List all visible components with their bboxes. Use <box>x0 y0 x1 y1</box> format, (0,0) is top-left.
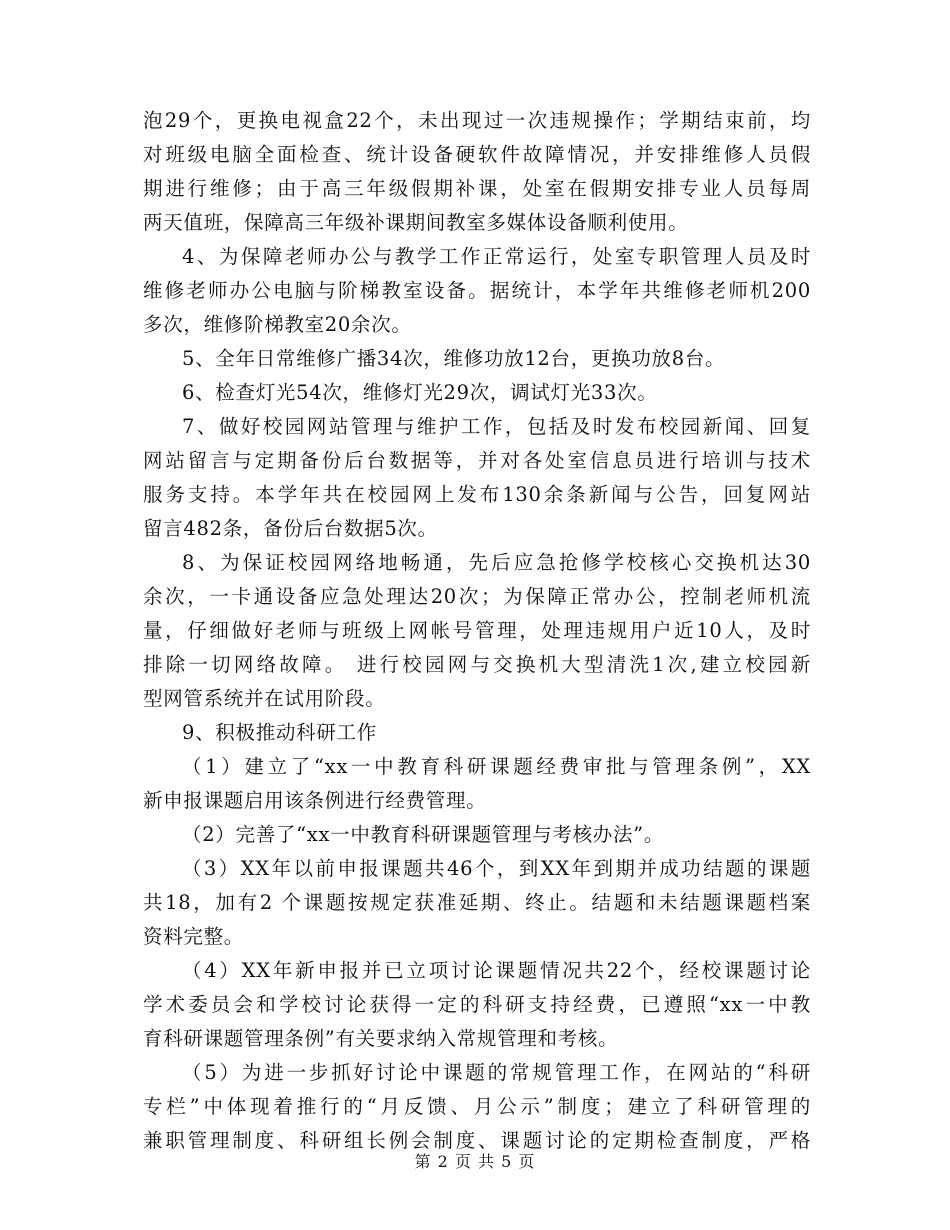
text-line: 维修老师办公电脑与阶梯教室设备。据统计，本学年共维修老师机200 <box>143 279 811 302</box>
text-line: 专栏”中体现着推行的“月反馈、月公示”制度；建立了科研管理的 <box>143 1095 811 1118</box>
text-line: 排除一切网络故障。 进行校园网与交换机大型清洗1次,建立校园新 <box>143 653 811 676</box>
text-line: 6、检查灯光54次，维修灯光29次，调试灯光33次。 <box>182 381 658 404</box>
text-line: 两天值班，保障高三年级补课期间教室多媒体设备顺利使用。 <box>143 211 689 234</box>
text-line: （4）XX年新申报并已立项讨论课题情况共22个，经校课题讨论 <box>182 959 812 982</box>
text-line: 9、积极推动科研工作 <box>182 721 377 744</box>
text-line: 对班级电脑全面检查、统计设备硬软件故障情况，并安排维修人员假 <box>143 143 811 166</box>
text-line: 余次，一卡通设备应急处理达20次；为保障正常办公，控制老师机流 <box>143 585 811 608</box>
text-line: 育科研课题管理条例”有关要求纳入常规管理和考核。 <box>143 1027 619 1050</box>
text-line: 服务支持。本学年共在校园网上发布130余条新闻与公告，回复网站 <box>143 483 811 506</box>
text-line: 资料完整。 <box>143 925 245 948</box>
text-line: 新申报课题启用该条例进行经费管理。 <box>143 789 487 812</box>
text-line: （1）建立了“xx一中教育科研课题经费审批与管理条例”，XX <box>182 755 811 778</box>
text-line: （2）完善了“xx一中教育科研课题管理与考核办法”。 <box>182 823 665 846</box>
text-line: 4、为保障老师办公与教学工作正常运行，处室专职管理人员及时 <box>182 245 811 268</box>
text-line: 期进行维修；由于高三年级假期补课，处室在假期安排专业人员每周 <box>143 177 811 200</box>
text-line: 5、全年日常维修广播34次，维修功放12台，更换功放8台。 <box>182 347 726 370</box>
text-line: 学术委员会和学校讨论获得一定的科研支持经费，已遵照“xx一中教 <box>143 993 811 1016</box>
text-line: 量，仔细做好老师与班级上网帐号管理，处理违规用户近10人，及时 <box>143 619 811 642</box>
page-footer <box>0 1152 950 1172</box>
text-line: （5）为进一步抓好讨论中课题的常规管理工作，在网站的“科研 <box>182 1061 811 1084</box>
text-line: （3）XX年以前申报课题共46个，到XX年到期并成功结题的课题 <box>182 857 811 880</box>
page-number: 第 2 页 共 5 页 <box>414 1152 536 1171</box>
text-line: 多次，维修阶梯教室20余次。 <box>143 313 412 336</box>
text-line: 网站留言与定期备份后台数据等，并对各处室信息员进行培训与技术 <box>143 449 811 472</box>
text-line: 留言482条，备份后台数据5次。 <box>143 517 438 540</box>
text-line: 兼职管理制度、科研组长例会制度、课题讨论的定期检查制度，严格 <box>143 1129 811 1152</box>
text-line: 泡29个，更换电视盒22个，未出现过一次违规操作；学期结束前，均 <box>143 109 811 132</box>
text-line: 型网管系统并在试用阶段。 <box>143 687 386 710</box>
document-body <box>143 104 811 1158</box>
text-line: 8、为保证校园网络地畅通，先后应急抢修学校核心交换机达30 <box>182 551 811 574</box>
text-line: 7、做好校园网站管理与维护工作，包括及时发布校园新闻、回复 <box>182 415 811 438</box>
text-line: 共18，加有2 个课题按规定获准延期、终止。结题和未结题课题档案 <box>143 891 811 914</box>
